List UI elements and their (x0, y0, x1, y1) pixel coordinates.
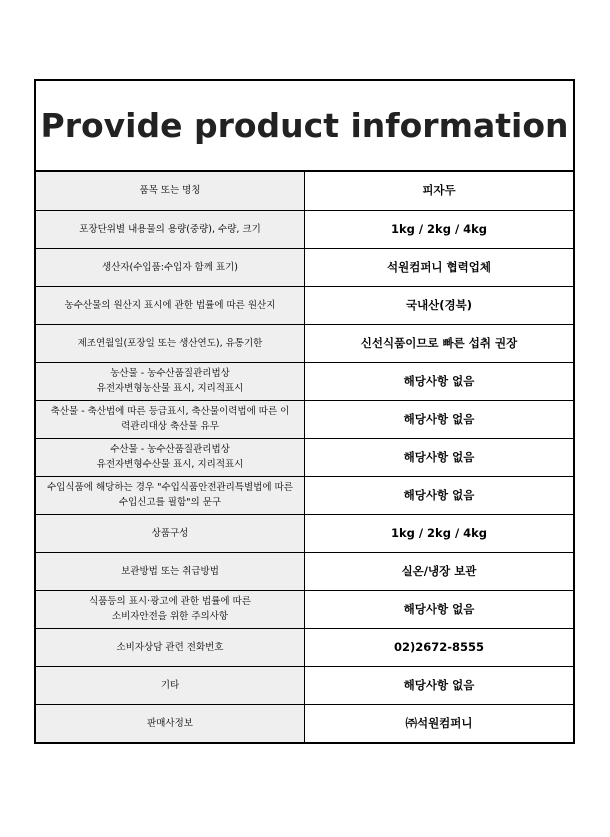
row-label: 축산물 - 축산법에 따른 등급표시, 축산물이력법에 따른 이 력관리대상 축산물 유무 (36, 400, 305, 438)
table-row (36, 476, 573, 514)
row-label: 판매사정보 (36, 704, 305, 742)
row-value: 석원컴퍼니 협력업체 (305, 248, 574, 286)
product-info-table-body (36, 172, 573, 742)
row-label: 품목 또는 명칭 (36, 172, 305, 210)
product-info-sheet (34, 79, 575, 744)
row-label: 포장단위별 내용물의 용량(중량), 수량, 크기 (36, 210, 305, 248)
title-box (36, 81, 573, 172)
row-value: 해당사항 없음 (305, 400, 574, 438)
table-row (36, 628, 573, 666)
row-label: 식품등의 표시·광고에 관한 법률에 따른 소비자안전을 위한 주의사항 (36, 590, 305, 628)
row-label: 소비자상담 관련 전화번호 (36, 628, 305, 666)
table-row (36, 438, 573, 476)
row-label: 제조연월일(포장일 또는 생산연도), 유통기한 (36, 324, 305, 362)
table-row (36, 286, 573, 324)
table-row (36, 362, 573, 400)
table-row (36, 704, 573, 742)
table-row (36, 210, 573, 248)
row-label: 농수산물의 원산지 표시에 관한 법률에 따른 원산지 (36, 286, 305, 324)
row-label: 상품구성 (36, 514, 305, 552)
row-value: 해당사항 없음 (305, 666, 574, 704)
row-value: 해당사항 없음 (305, 362, 574, 400)
page-title: Provide product information (40, 106, 569, 145)
table-row (36, 514, 573, 552)
row-value: 신선식품이므로 빠른 섭취 권장 (305, 324, 574, 362)
row-value: 실온/냉장 보관 (305, 552, 574, 590)
product-info-table (36, 172, 573, 742)
row-label: 수산물 - 농수산품질관리법상 유전자변형수산물 표시, 지리적표시 (36, 438, 305, 476)
row-value: ㈜석원컴퍼니 (305, 704, 574, 742)
row-value: 해당사항 없음 (305, 476, 574, 514)
table-row (36, 590, 573, 628)
table-row (36, 666, 573, 704)
table-row (36, 400, 573, 438)
row-label: 수입식품에 해당하는 경우 "수입식품안전관리특별법에 따른 수입신고를 필함"의 문구 (36, 476, 305, 514)
row-value: 해당사항 없음 (305, 590, 574, 628)
row-value: 해당사항 없음 (305, 438, 574, 476)
table-row (36, 248, 573, 286)
row-label: 생산자(수입품:수입자 함께 표기) (36, 248, 305, 286)
row-value: 1kg / 2kg / 4kg (305, 514, 574, 552)
row-label: 농산물 - 농수산품질관리법상 유전자변형농산물 표시, 지리적표시 (36, 362, 305, 400)
row-value: 피자두 (305, 172, 574, 210)
table-row (36, 552, 573, 590)
row-value: 02)2672-8555 (305, 628, 574, 666)
row-label: 보관방법 또는 취급방법 (36, 552, 305, 590)
table-row (36, 172, 573, 210)
table-row (36, 324, 573, 362)
row-label: 기타 (36, 666, 305, 704)
row-value: 국내산(경북) (305, 286, 574, 324)
row-value: 1kg / 2kg / 4kg (305, 210, 574, 248)
